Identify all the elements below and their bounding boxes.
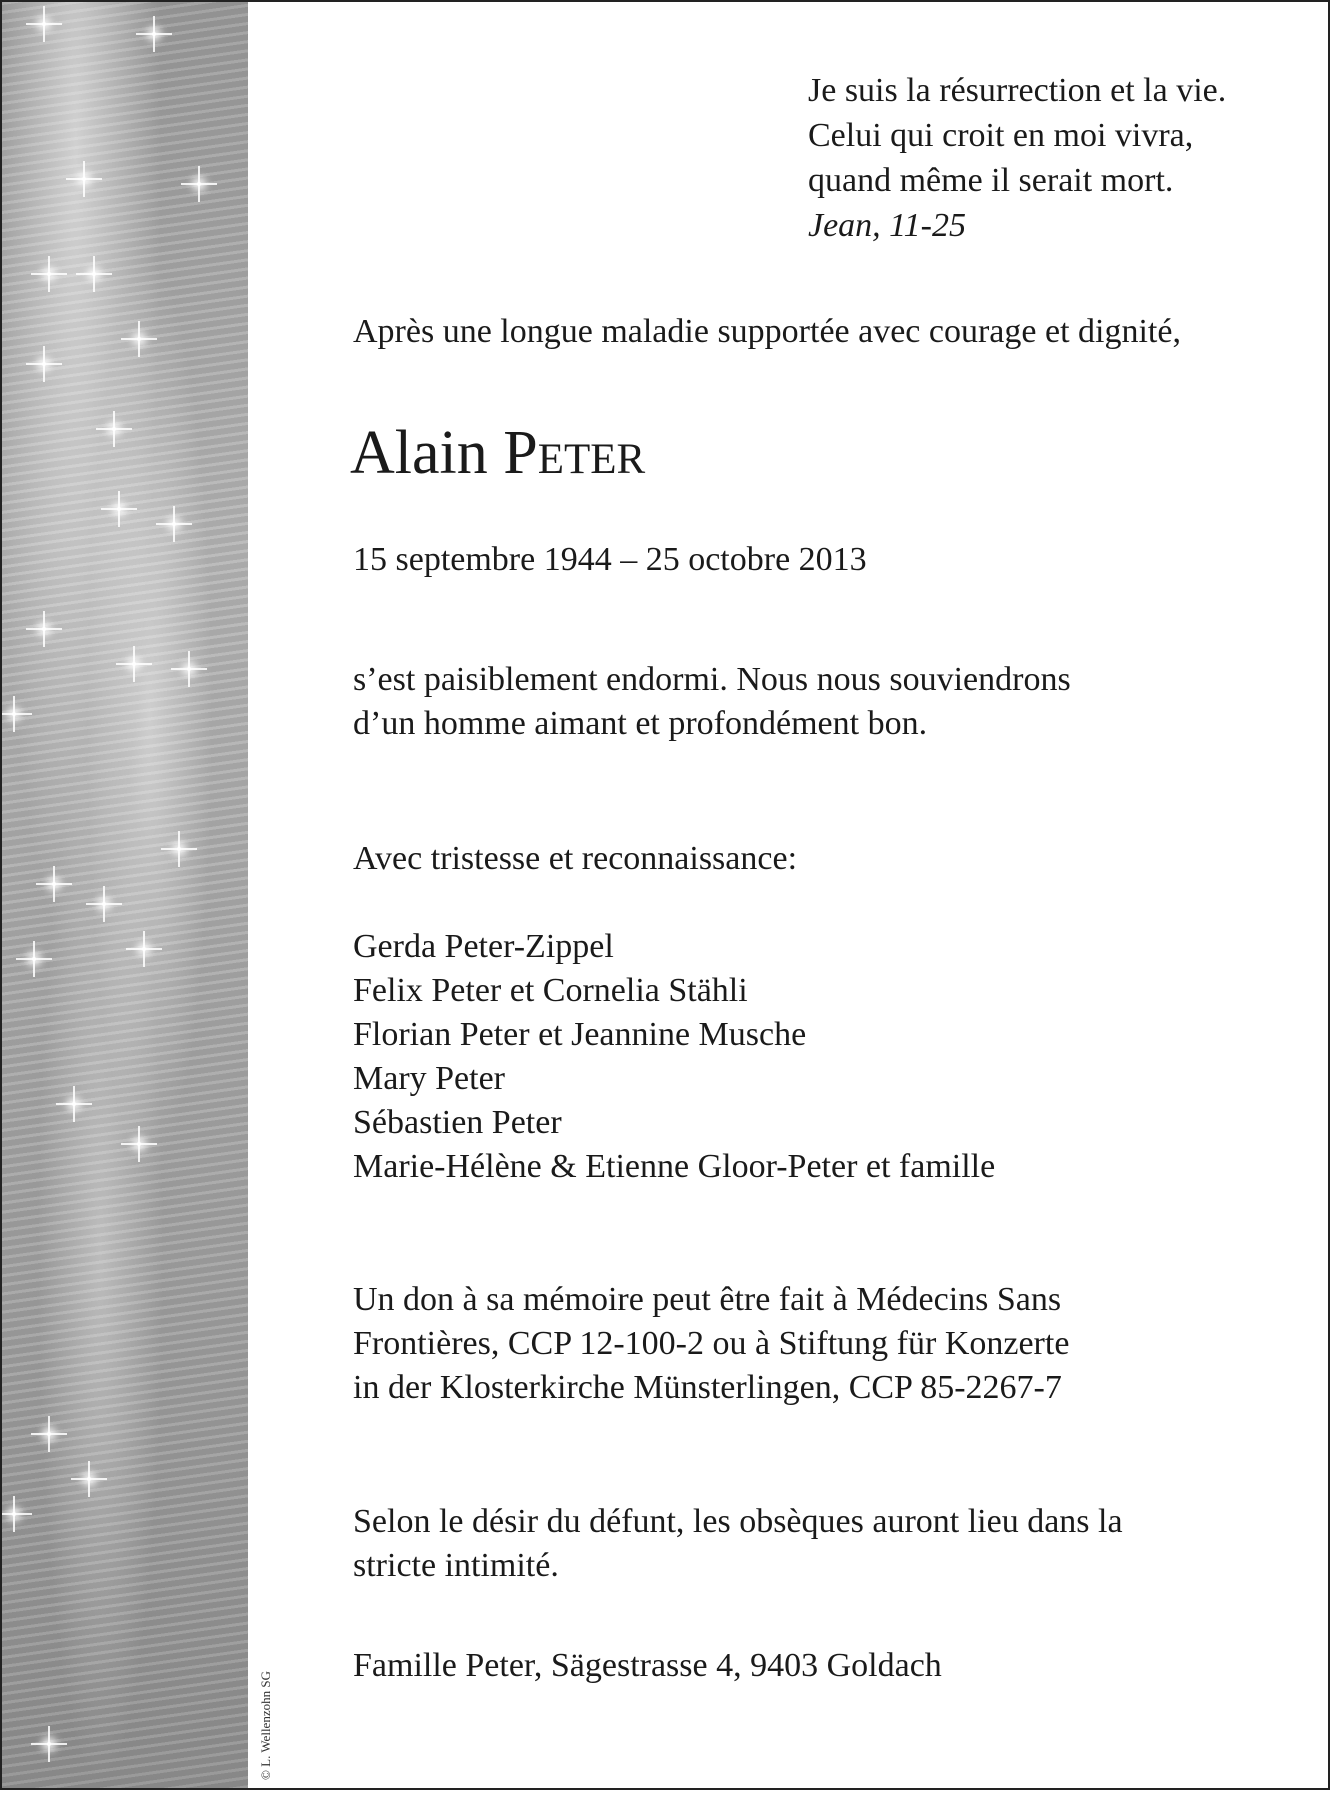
deceased-name [350,418,645,488]
photo-credit: © L. Wellenzohn SG [258,1671,273,1780]
message-line: s’est paisiblement endormi. Nous nous souviendrons [353,661,1071,698]
donation-line: in der Klosterkirche Münsterlingen, CCP 85-2267-7 [353,1369,1062,1406]
funeral-line: Selon le désir du défunt, les obsèques auront lieu dans la [353,1503,1123,1540]
mourner: Mary Peter [353,1060,506,1097]
funeral-note [353,1500,1123,1588]
family-address: Famille Peter, Sägestrasse 4, 9403 Goldach [353,1647,942,1684]
verse-reference: Jean, 11-25 [808,207,966,244]
mourner: Florian Peter et Jeannine Musche [353,1016,807,1053]
message-line: d’un homme aimant et profondément bon. [353,705,928,742]
mourner: Gerda Peter-Zippel [353,928,614,965]
message [353,658,1071,746]
mourners-intro: Avec tristesse et reconnaissance: [353,840,798,877]
verse-line: Celui qui croit en moi vivra, [808,117,1194,154]
mourner: Marie-Hélène & Etienne Gloor-Peter et famille [353,1148,996,1185]
last-name: Peter [503,419,646,487]
bible-verse [808,68,1226,248]
donation-line: Un don à sa mémoire peut être fait à Médecins Sans [353,1281,1062,1318]
donation-note [353,1278,1069,1410]
mourner: Felix Peter et Cornelia Stähli [353,972,748,1009]
water-sparkle-image [2,2,248,1788]
verse-line: quand même il serait mort. [808,162,1174,199]
first-name: Alain [350,419,488,487]
mourners-list [353,925,995,1189]
mourner: Sébastien Peter [353,1104,562,1141]
intro-text: Après une longue maladie supportée avec courage et dignité, [353,313,1181,350]
donation-line: Frontières, CCP 12-100-2 ou à Stiftung für Konzerte [353,1325,1070,1362]
verse-line: Je suis la résurrection et la vie. [808,72,1227,109]
life-dates: 15 septembre 1944 – 25 octobre 2013 [353,541,867,578]
funeral-line: stricte intimité. [353,1547,559,1584]
